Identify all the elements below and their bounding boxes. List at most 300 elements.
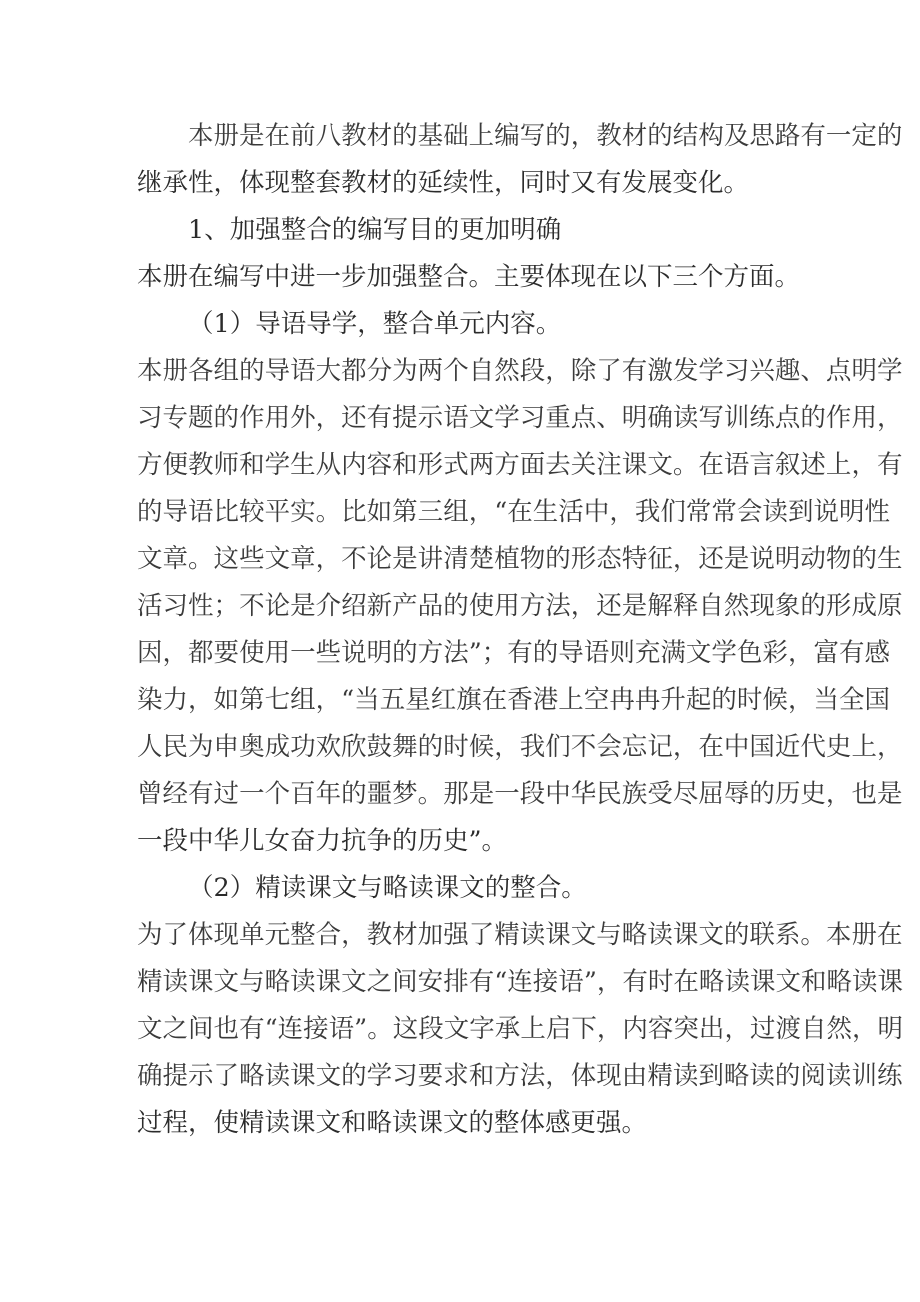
- glyph: 元: [264, 920, 291, 950]
- glyph: 课: [749, 967, 776, 997]
- glyph: 有: [876, 450, 903, 480]
- glyph: 到: [787, 497, 814, 527]
- glyph: 大: [315, 356, 342, 386]
- glyph: ，: [341, 920, 367, 950]
- glyph: 章: [162, 544, 189, 574]
- glyph: 排: [443, 967, 469, 997]
- glyph: 现: [213, 920, 240, 950]
- body-line: [137, 630, 890, 677]
- glyph: 历: [774, 779, 801, 809]
- glyph: 基: [417, 121, 444, 151]
- glyph: 激: [647, 356, 673, 386]
- glyph: 写: [519, 121, 546, 151]
- glyph: 旗: [456, 685, 482, 715]
- glyph: 如: [366, 497, 393, 527]
- glyph: 时: [443, 732, 469, 762]
- glyph: 在: [264, 121, 291, 151]
- glyph: 法: [443, 638, 469, 668]
- glyph: 形: [825, 591, 852, 621]
- glyph: 读: [162, 967, 189, 997]
- glyph: 有: [188, 779, 214, 809]
- glyph: 安: [417, 967, 444, 997]
- glyph: 代: [800, 732, 826, 762]
- glyph: 点: [774, 403, 801, 433]
- glyph: 读: [672, 1061, 699, 1091]
- glyph: 到: [698, 1061, 724, 1091]
- body-line: [137, 489, 890, 536]
- glyph: 明: [621, 403, 648, 433]
- glyph: 不: [341, 544, 367, 574]
- glyph: 升: [660, 685, 686, 715]
- glyph: 生: [290, 450, 316, 480]
- glyph: 略: [264, 967, 291, 997]
- glyph: 的: [876, 121, 903, 151]
- glyph: 学: [698, 356, 724, 386]
- glyph: 植: [494, 544, 520, 574]
- glyph: 国: [864, 685, 890, 715]
- glyph: 结: [672, 121, 699, 151]
- glyph: 的: [239, 356, 265, 386]
- glyph: ，: [315, 403, 342, 433]
- glyph: ，: [724, 1014, 750, 1044]
- glyph: 。: [417, 779, 444, 809]
- glyph: 一: [825, 121, 852, 151]
- glyph: 之: [366, 967, 393, 997]
- glyph: ，: [468, 497, 495, 527]
- glyph: 过: [213, 779, 240, 809]
- glyph: 语: [290, 356, 316, 386]
- glyph: 经: [162, 779, 189, 809]
- glyph: 的: [800, 403, 826, 433]
- glyph: 物: [825, 544, 852, 574]
- glyph: 论: [366, 544, 393, 574]
- glyph: 的: [532, 638, 559, 668]
- glyph: 使: [468, 591, 495, 621]
- glyph: 段: [418, 1014, 444, 1044]
- glyph: 文: [468, 403, 495, 433]
- glyph: 册: [851, 920, 877, 950]
- glyph: 有: [621, 356, 648, 386]
- glyph: 个: [264, 779, 291, 809]
- glyph: 容: [647, 1014, 674, 1044]
- glyph: 为: [188, 732, 214, 762]
- glyph: 、: [596, 403, 622, 433]
- glyph: 会: [596, 732, 622, 762]
- glyph: 启: [545, 1014, 572, 1044]
- glyph: 全: [838, 685, 865, 715]
- glyph: 习: [137, 403, 163, 433]
- glyph: 的: [545, 544, 571, 574]
- glyph: 文: [213, 967, 240, 997]
- glyph: 读: [724, 967, 750, 997]
- glyph: 、: [800, 356, 826, 386]
- glyph: 活: [137, 591, 163, 621]
- glyph: 时: [736, 685, 763, 715]
- glyph: 欣: [341, 732, 367, 762]
- glyph: 楚: [468, 544, 495, 574]
- glyph: 中: [545, 779, 571, 809]
- body-line: [137, 536, 903, 583]
- glyph: ，: [570, 121, 597, 151]
- glyph: 的: [647, 121, 673, 151]
- glyph: 是: [723, 544, 750, 574]
- glyph: 文: [685, 638, 712, 668]
- glyph: “: [341, 685, 355, 715]
- glyph: 实: [290, 497, 316, 527]
- glyph: 有: [507, 638, 533, 668]
- glyph: 思: [749, 121, 775, 151]
- glyph: 方: [494, 450, 520, 480]
- glyph: 和: [468, 1061, 495, 1091]
- glyph: 当: [813, 685, 839, 715]
- glyph: 起: [685, 685, 712, 715]
- glyph: 有: [468, 967, 495, 997]
- glyph: 五: [379, 685, 406, 715]
- glyph: 习: [392, 1061, 418, 1091]
- glyph: 候: [468, 732, 495, 762]
- glyph: 舞: [392, 732, 418, 762]
- glyph: 不: [239, 591, 265, 621]
- glyph: 文: [698, 920, 724, 950]
- glyph: ；: [213, 591, 240, 621]
- body-line: [137, 442, 903, 489]
- glyph: 语: [443, 403, 469, 433]
- glyph: 段: [519, 779, 546, 809]
- glyph: 连: [277, 1014, 304, 1044]
- glyph: 要: [213, 638, 240, 668]
- glyph: 从: [315, 450, 342, 480]
- glyph: 在: [481, 685, 508, 715]
- glyph: 红: [430, 685, 457, 715]
- glyph: 些: [315, 638, 342, 668]
- glyph: 教: [341, 121, 367, 151]
- glyph: 。: [188, 544, 214, 574]
- glyph: 专: [162, 403, 189, 433]
- glyph: 强: [443, 920, 469, 950]
- glyph: 中: [723, 732, 750, 762]
- glyph: 自: [468, 356, 495, 386]
- glyph: 常: [711, 497, 737, 527]
- glyph: 路: [774, 121, 801, 151]
- glyph: 学: [366, 1061, 393, 1091]
- glyph: 言: [749, 450, 775, 480]
- glyph: 系: [774, 920, 801, 950]
- glyph: 噩: [366, 779, 393, 809]
- glyph: 说: [813, 497, 839, 527]
- glyph: 学: [264, 450, 291, 480]
- glyph: 练: [749, 403, 775, 433]
- glyph: ，: [787, 685, 814, 715]
- glyph: 然: [826, 1014, 853, 1044]
- glyph: 和: [392, 450, 418, 480]
- glyph: 确: [647, 403, 673, 433]
- glyph: 习: [723, 356, 750, 386]
- glyph: 学: [711, 638, 737, 668]
- glyph: 导: [558, 638, 584, 668]
- glyph: 编: [494, 121, 520, 151]
- glyph: 是: [392, 544, 418, 574]
- glyph: 分: [366, 356, 393, 386]
- glyph: 的: [417, 732, 444, 762]
- glyph: 的: [443, 591, 469, 621]
- glyph: 力: [162, 685, 189, 715]
- glyph: 文: [137, 1014, 163, 1044]
- glyph: 都: [188, 638, 214, 668]
- body-line: 本册在编写中进一步加强整合。主要体现在以下三个方面。: [137, 262, 801, 292]
- glyph: 如: [213, 685, 240, 715]
- glyph: 方: [519, 591, 546, 621]
- glyph: 则: [609, 638, 635, 668]
- glyph: 有: [622, 967, 648, 997]
- glyph: 上: [558, 685, 584, 715]
- glyph: ，: [825, 779, 852, 809]
- glyph: 的: [800, 591, 826, 621]
- glyph: 象: [774, 591, 801, 621]
- glyph: 略: [826, 967, 853, 997]
- glyph: 是: [290, 591, 316, 621]
- glyph: 的: [392, 121, 418, 151]
- glyph: 册: [162, 356, 189, 386]
- glyph: 式: [443, 450, 469, 480]
- glyph: 读: [290, 967, 316, 997]
- glyph: 记: [647, 732, 673, 762]
- glyph: 的: [341, 779, 367, 809]
- glyph: 阅: [800, 1061, 826, 1091]
- glyph: 动: [800, 544, 826, 574]
- glyph: 习: [519, 403, 546, 433]
- glyph: 容: [366, 450, 393, 480]
- glyph: 。: [367, 1014, 393, 1044]
- glyph: 注: [596, 450, 622, 480]
- glyph: 史: [825, 732, 852, 762]
- glyph: 精: [494, 920, 520, 950]
- glyph: 说: [341, 638, 367, 668]
- glyph: 略: [239, 1061, 265, 1091]
- glyph: 题: [188, 403, 214, 433]
- glyph: “: [264, 1014, 278, 1044]
- glyph: 定: [851, 121, 877, 151]
- body-line: [137, 1053, 903, 1100]
- glyph: 申: [213, 732, 240, 762]
- glyph: ，: [876, 732, 903, 762]
- glyph: 面: [519, 450, 546, 480]
- glyph: 为: [392, 356, 418, 386]
- glyph: 我: [519, 732, 546, 762]
- glyph: 训: [851, 1061, 877, 1091]
- glyph: 平: [264, 497, 291, 527]
- glyph: 语: [328, 1014, 355, 1044]
- body-line: [137, 1006, 904, 1053]
- glyph: 一: [494, 779, 520, 809]
- glyph: 在: [698, 450, 724, 480]
- glyph: 还: [341, 403, 367, 433]
- glyph: 合: [315, 920, 342, 950]
- glyph: 组: [213, 356, 240, 386]
- glyph: 也: [213, 1014, 240, 1044]
- glyph: 过: [749, 1014, 776, 1044]
- glyph: 课: [621, 450, 648, 480]
- glyph: 语: [558, 967, 584, 997]
- glyph: 除: [570, 356, 597, 386]
- glyph: 解: [647, 591, 673, 621]
- glyph: 文: [315, 1061, 342, 1091]
- glyph: 品: [417, 591, 444, 621]
- glyph: 鼓: [366, 732, 393, 762]
- glyph: 梦: [392, 779, 418, 809]
- glyph: 两: [417, 356, 444, 386]
- glyph: 产: [392, 591, 418, 621]
- glyph: 们: [545, 732, 571, 762]
- glyph: 的: [341, 1061, 367, 1091]
- glyph: 染: [137, 685, 163, 715]
- glyph: 自: [698, 591, 724, 621]
- glyph: 星: [405, 685, 431, 715]
- glyph: 屈: [698, 779, 724, 809]
- glyph: 用: [264, 638, 291, 668]
- glyph: 示: [417, 403, 444, 433]
- glyph: 奥: [239, 732, 265, 762]
- glyph: 的: [851, 544, 877, 574]
- body-line: [137, 583, 903, 630]
- glyph: 师: [213, 450, 240, 480]
- glyph: 功: [290, 732, 316, 762]
- glyph: 础: [443, 121, 469, 151]
- glyph: 族: [621, 779, 648, 809]
- glyph: 体: [188, 920, 214, 950]
- glyph: 方: [417, 638, 444, 668]
- glyph: 的: [723, 920, 750, 950]
- glyph: 法: [519, 1061, 546, 1091]
- glyph: ，: [876, 403, 903, 433]
- glyph: 与: [596, 920, 622, 950]
- glyph: 前: [290, 121, 316, 151]
- glyph: 成: [264, 732, 291, 762]
- glyph: 课: [188, 967, 214, 997]
- glyph: 这: [213, 544, 240, 574]
- glyph: 用: [851, 403, 877, 433]
- glyph: 论: [264, 591, 291, 621]
- glyph: 课: [290, 1061, 316, 1091]
- body-line: 过程，使精读课文和略读课文的整体感更强。: [137, 1108, 648, 1138]
- glyph: 比: [341, 497, 367, 527]
- glyph: 语: [188, 497, 214, 527]
- glyph: 联: [749, 920, 775, 950]
- glyph: 体: [570, 1061, 597, 1091]
- glyph: 重: [545, 403, 571, 433]
- glyph: 发: [672, 356, 699, 386]
- glyph: 七: [264, 685, 291, 715]
- glyph: 形: [417, 450, 444, 480]
- glyph: 去: [545, 450, 571, 480]
- glyph: 连: [507, 967, 533, 997]
- glyph: 满: [660, 638, 686, 668]
- glyph: 。: [672, 450, 699, 480]
- glyph: 加: [417, 920, 444, 950]
- glyph: 新: [366, 591, 393, 621]
- glyph: 生: [876, 544, 903, 574]
- glyph: 较: [239, 497, 265, 527]
- glyph: 册: [213, 121, 240, 151]
- glyph: 中: [583, 497, 610, 527]
- glyph: 人: [137, 732, 163, 762]
- glyph: 辱: [723, 779, 750, 809]
- glyph: 物: [519, 544, 546, 574]
- glyph: 了: [213, 1061, 240, 1091]
- glyph: 语: [583, 638, 610, 668]
- glyph: 和: [239, 450, 265, 480]
- glyph: 在: [507, 497, 533, 527]
- glyph: 趣: [774, 356, 801, 386]
- glyph: 内: [341, 450, 367, 480]
- glyph: ，: [570, 591, 597, 621]
- glyph: 些: [239, 544, 265, 574]
- glyph: 用: [264, 403, 291, 433]
- glyph: 文: [647, 450, 673, 480]
- glyph: 之: [162, 1014, 189, 1044]
- glyph: 华: [570, 779, 597, 809]
- glyph: 当: [354, 685, 380, 715]
- body-line: 继承性，体现整套教材的延续性，同时又有发展变化。: [137, 168, 750, 198]
- glyph: 材: [392, 920, 418, 950]
- glyph: 略: [621, 920, 648, 950]
- glyph: 征: [647, 544, 673, 574]
- glyph: 提: [162, 1061, 189, 1091]
- glyph: 要: [417, 1061, 444, 1091]
- glyph: 年: [315, 779, 342, 809]
- glyph: 都: [341, 356, 367, 386]
- glyph: 介: [315, 591, 342, 621]
- glyph: 习: [162, 591, 189, 621]
- glyph: ，: [787, 638, 814, 668]
- glyph: 近: [774, 732, 801, 762]
- glyph: 还: [698, 544, 724, 574]
- glyph: 了: [468, 920, 495, 950]
- glyph: 精: [647, 1061, 673, 1091]
- glyph: 一: [290, 638, 316, 668]
- glyph: 由: [621, 1061, 648, 1091]
- glyph: 在: [876, 920, 903, 950]
- heading-line: 1、加强整合的编写目的更加明确: [188, 215, 562, 245]
- glyph: 作: [825, 403, 852, 433]
- glyph: ”: [354, 1014, 368, 1044]
- glyph: 那: [443, 779, 469, 809]
- glyph: 的: [711, 685, 737, 715]
- glyph: 叙: [774, 450, 801, 480]
- glyph: 法: [545, 591, 571, 621]
- glyph: 各: [188, 356, 214, 386]
- glyph: 原: [876, 591, 903, 621]
- glyph: 略: [723, 1061, 750, 1091]
- glyph: 第: [239, 685, 265, 715]
- glyph: 受: [647, 779, 673, 809]
- glyph: 时: [647, 967, 674, 997]
- glyph: 现: [749, 591, 775, 621]
- glyph: 香: [507, 685, 533, 715]
- glyph: 下: [571, 1014, 597, 1044]
- glyph: “: [494, 497, 508, 527]
- glyph: 读: [647, 920, 673, 950]
- glyph: 的: [774, 1061, 801, 1091]
- glyph: 是: [876, 779, 903, 809]
- glyph: 明: [877, 1014, 904, 1044]
- body-line: [137, 771, 903, 818]
- glyph: 突: [673, 1014, 699, 1044]
- glyph: 章: [290, 544, 316, 574]
- glyph: 述: [800, 450, 826, 480]
- glyph: 明: [851, 356, 877, 386]
- glyph: 文: [137, 544, 163, 574]
- glyph: ，: [188, 685, 214, 715]
